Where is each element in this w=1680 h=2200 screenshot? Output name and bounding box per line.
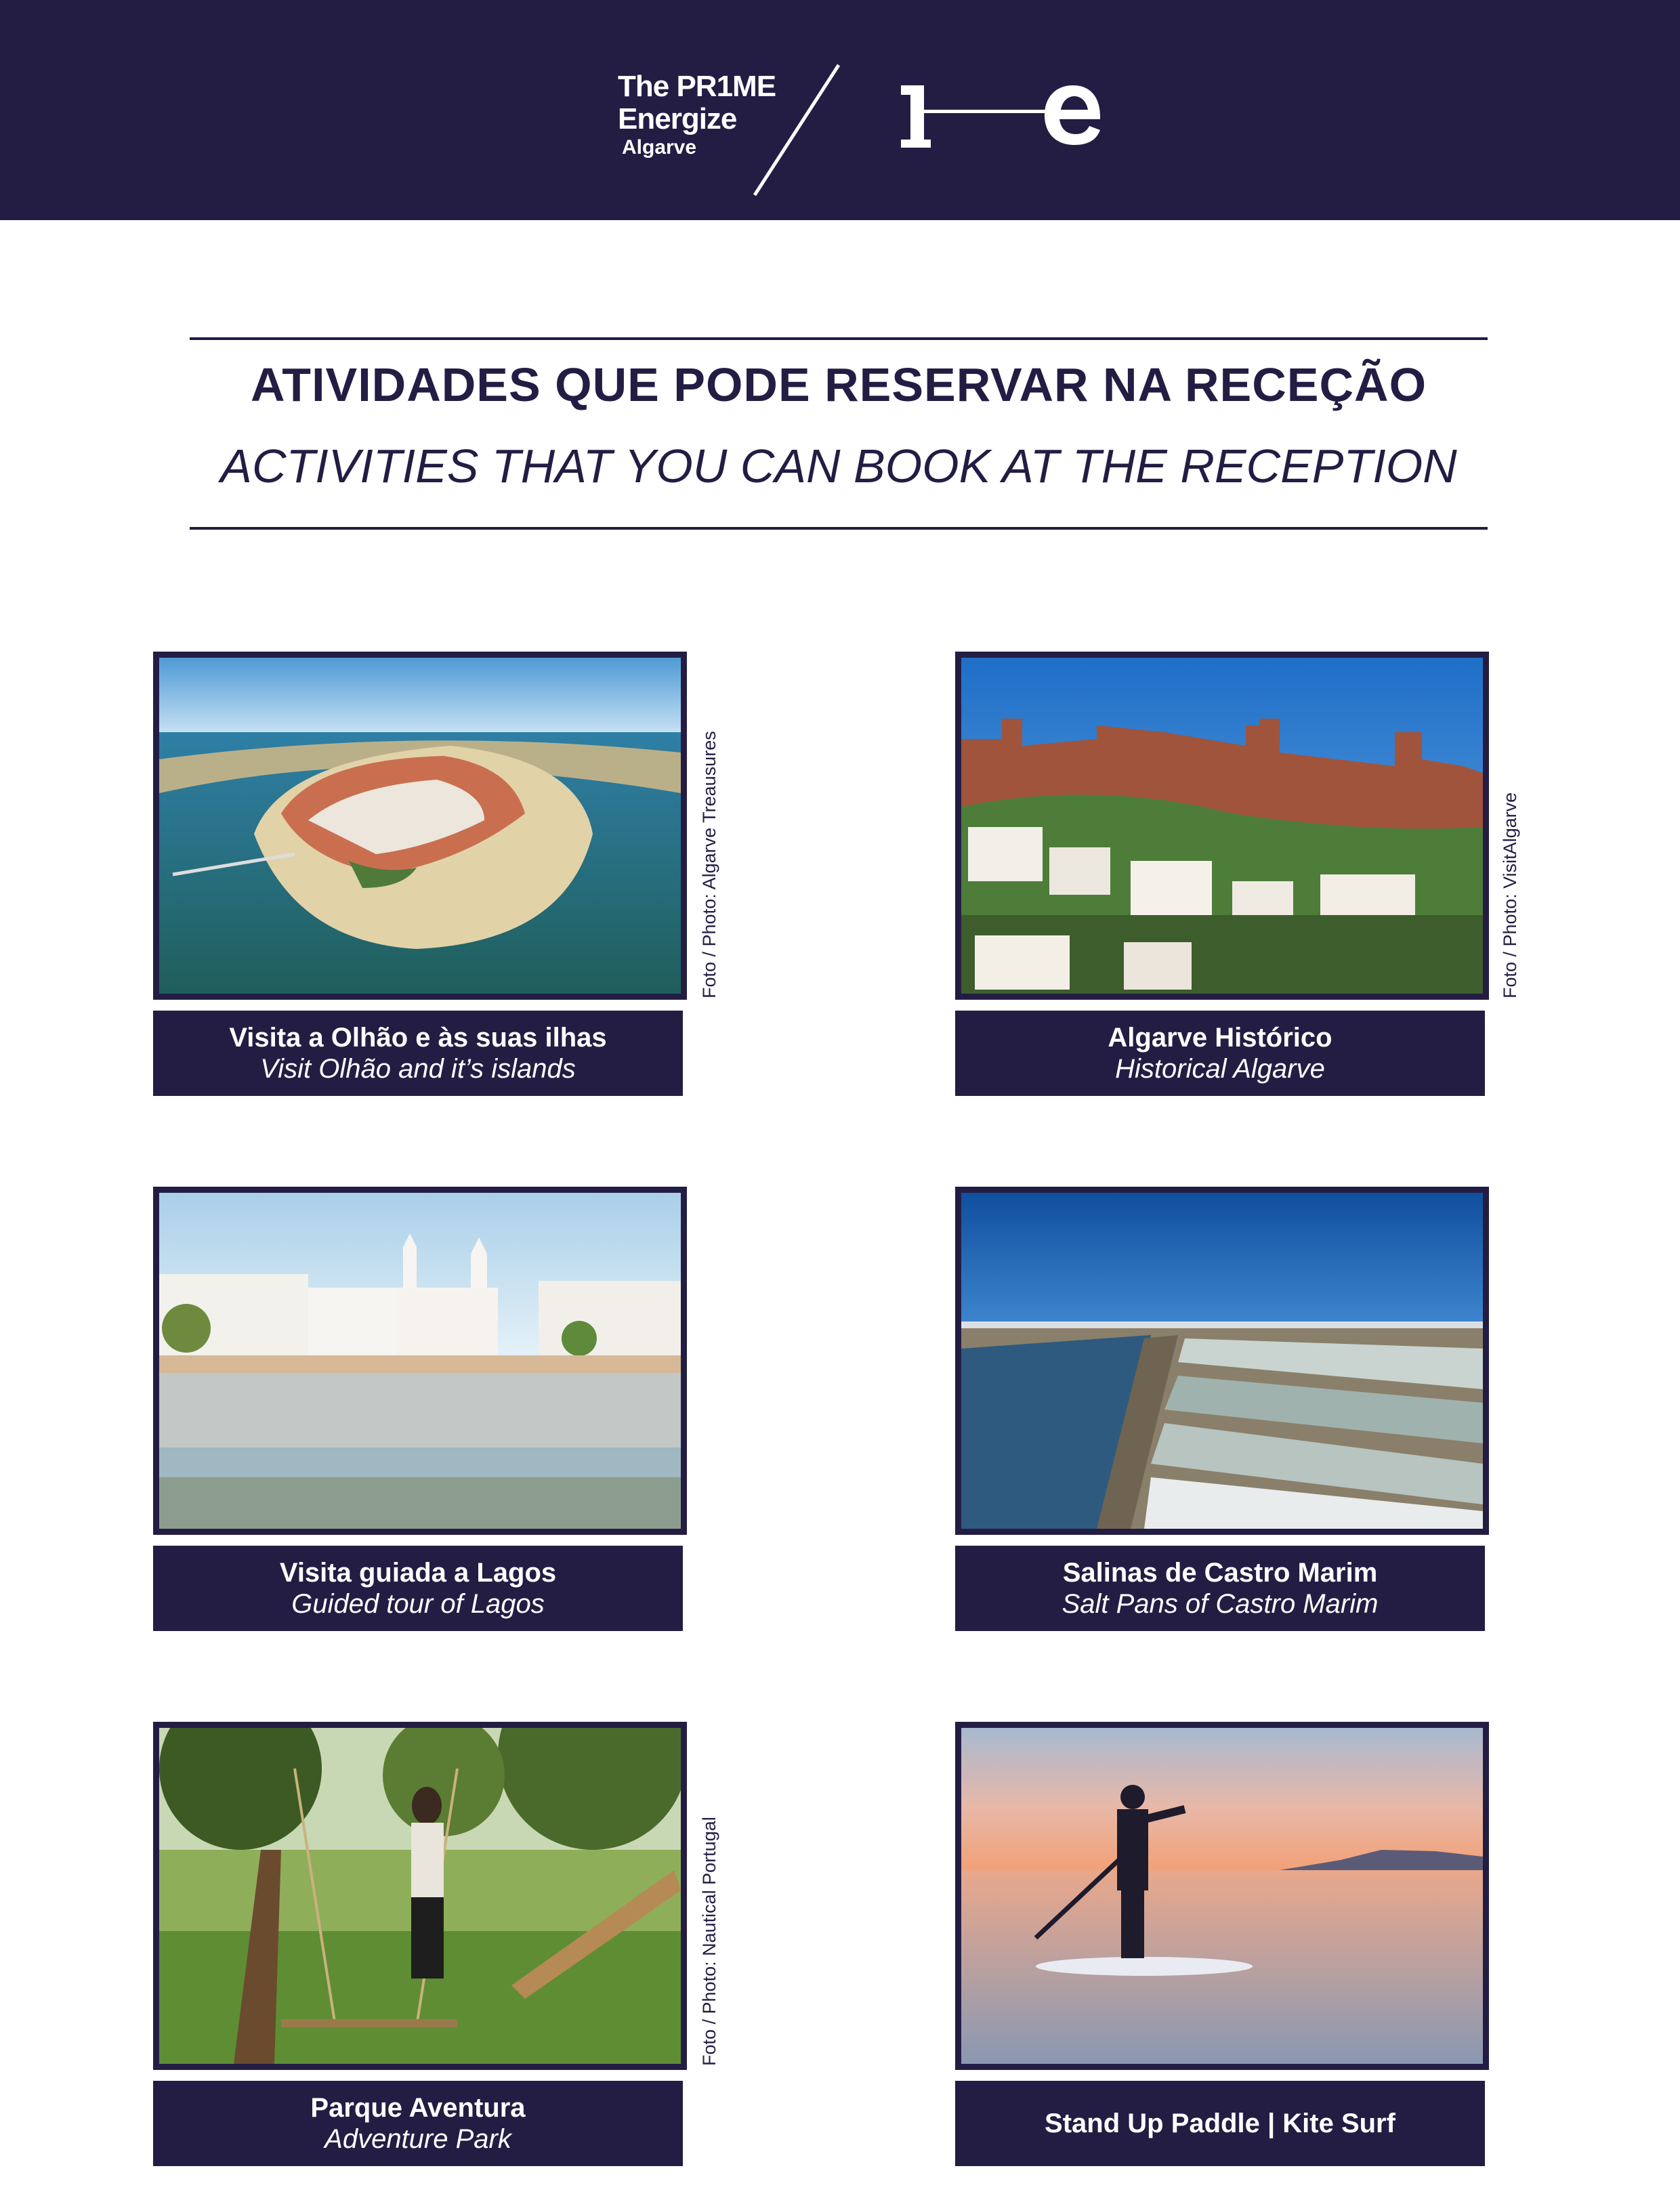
header-band <box>0 0 1680 220</box>
brand-line-3: Algarve <box>622 136 697 158</box>
photo-adventure-park <box>153 1722 687 2070</box>
activity-title-pt: Stand Up Paddle | Kite Surf <box>1045 2109 1395 2138</box>
divider-slash-icon <box>752 62 847 198</box>
photo-credit: Foto / Photo: VisitAlgarve <box>1500 792 1520 998</box>
photo-historical-algarve <box>955 652 1489 1000</box>
activity-title-en: Salt Pans of Castro Marim <box>1062 1589 1379 1619</box>
title-rule-top <box>190 337 1488 340</box>
activity-title-en: Adventure Park <box>324 2124 511 2154</box>
activity-caption <box>153 1011 683 1096</box>
activity-title-en: Visit Olhão and it’s islands <box>260 1054 576 1084</box>
photo-olhao-islands <box>153 652 687 1000</box>
page-title-en: ACTIVITIES THAT YOU CAN BOOK AT THE RECEPTION <box>220 440 1457 492</box>
brand-line-1: The PR1ME <box>618 70 776 103</box>
activity-caption <box>153 1546 683 1631</box>
1-e-logo-icon <box>901 80 1104 154</box>
activity-title-pt: Parque Aventura <box>310 2093 526 2123</box>
page-title-pt: ATIVIDADES QUE PODE RESERVAR NA RECEÇÃO <box>250 358 1427 411</box>
activity-title-pt: Visita guiada a Lagos <box>279 1558 557 1588</box>
photo-lagos <box>153 1187 687 1535</box>
activity-caption <box>955 2081 1485 2166</box>
brand-line-2: Energize <box>618 102 737 135</box>
activity-title-en: Historical Algarve <box>1115 1054 1325 1084</box>
activity-title-pt: Salinas de Castro Marim <box>1062 1558 1378 1588</box>
activity-caption <box>955 1011 1485 1096</box>
activity-caption <box>955 1546 1485 1631</box>
activity-title-pt: Visita a Olhão e às suas ilhas <box>229 1023 607 1053</box>
activity-caption <box>153 2081 683 2166</box>
title-rule-bottom <box>190 527 1488 530</box>
photo-stand-up-paddle <box>955 1722 1489 2070</box>
photo-credit: Foto / Photo: Nautical Portugal <box>699 1817 719 2066</box>
photo-credit: Foto / Photo: Algarve Treausures <box>699 731 719 998</box>
activity-title-en: Guided tour of Lagos <box>291 1589 545 1619</box>
activity-title-pt: Algarve Histórico <box>1108 1023 1332 1053</box>
photo-castro-marim-salt-pans <box>955 1187 1489 1535</box>
